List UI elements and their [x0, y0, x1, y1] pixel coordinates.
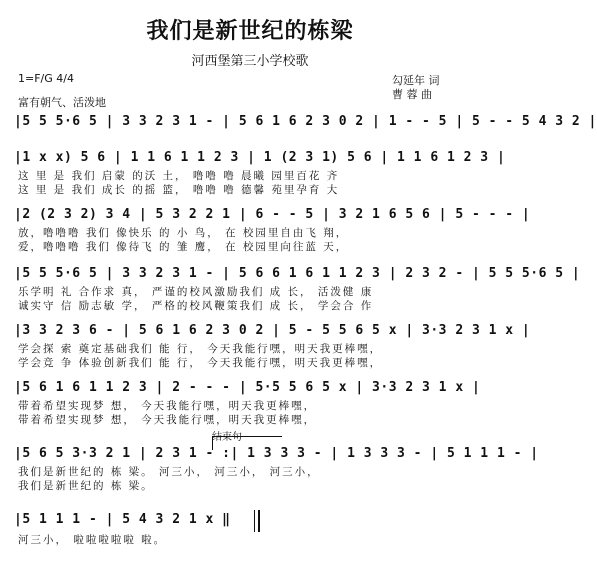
lyrics-line-5-verse-1: 学会探 索 奠定基础我们 能 行， 今天我能行嘿，明天我更棒嘿，: [18, 343, 383, 355]
lyrics-line-8-verse-1: 河三小， 啦啦啦啦啦 啦。: [18, 534, 167, 546]
lyrics-line-2-verse-2: 这 里 是 我们 成长 的摇 篮， 噜噜 噜 德馨 苑里孕育 大: [18, 184, 340, 196]
lyrics-line-6-verse-1: 带着希望实现梦 想， 今天我能行嘿，明天我更棒嘿，: [18, 400, 317, 412]
composer-credit: 曹 蓉 曲: [392, 88, 432, 101]
notation-line-7: |5 6 5 3·3 2 1 | 2 3 1 - :| 1 3 3 3 - | 1 3 3 3 - | 5 1 1 1 - |: [14, 446, 539, 461]
ending-label: 结束句: [212, 432, 242, 443]
lyrics-line-7-verse-2: 我们是新世纪的 栋 梁。: [18, 480, 154, 492]
lyrics-line-4-verse-1: 乐学明 礼 合作求 真， 严谨的校风激励我们 成 长， 活泼健 康: [18, 286, 374, 298]
notation-line-3: |2 (2 3 2) 3 4 | 5 3 2 2 1 | 6 - - 5 | 3 2 1 6 5 6 | 5 - - - |: [14, 207, 531, 222]
notation-line-1: |5 5 5·6 5 | 3 3 2 3 1 - | 5 6 1 6 2 3 0 2 | 1 - - 5 | 5 - - 5 4 3 2 |: [14, 114, 597, 129]
notation-line-5: |3 3 2 3 6 - | 5 6 1 6 2 3 0 2 | 5 - 5 5 6 5 x | 3·3 2 3 1 x |: [14, 323, 531, 338]
notation-line-2: |1 x x) 5 6 | 1 1 6 1 1 2 3 | 1 (2 3 1) 5 6 | 1 1 6 1 2 3 |: [14, 150, 506, 165]
lyrics-line-3-verse-2: 爱，噜噜噜 我们 像待飞 的 雏 鹰， 在 校园里向往蓝 天，: [18, 241, 349, 253]
lyrics-line-2-verse-1: 这 里 是 我们 启蒙 的沃 土， 噜噜 噜 晨曦 园里百花 齐: [18, 170, 340, 182]
notation-line-8: |5 1 1 1 - | 5 4 3 2 1 x ‖: [14, 512, 231, 527]
notation-line-6: |5 6 1 6 1 1 2 3 | 2 - - - | 5·5 5 6 5 x | 3·3 2 3 1 x |: [14, 380, 481, 395]
lyrics-line-4-verse-2: 诚实守 信 励志敏 学， 严格的校风鞭策我们 成 长， 学会合 作: [18, 300, 374, 312]
lyricist-credit: 勾延年 词: [392, 74, 440, 87]
ending-bracket: [212, 436, 282, 437]
song-subtitle: 河西堡第三小学校歌: [191, 54, 309, 69]
tempo-marking: 富有朝气、活泼地: [18, 96, 106, 109]
lyrics-line-3-verse-1: 放，噜噜噜 我们 像快乐 的 小 鸟， 在 校园里自由飞 翔，: [18, 227, 349, 239]
notation-line-4: |5 5 5·6 5 | 3 3 2 3 1 - | 5 6 6 1 6 1 1 2 3 | 2 3 2 - | 5 5 5·6 5 |: [14, 266, 581, 281]
final-barline: [254, 510, 260, 532]
lyrics-line-5-verse-2: 学会竞 争 体验创新我们 能 行， 今天我能行嘿，明天我更棒嘿，: [18, 357, 383, 369]
lyrics-line-6-verse-2: 带着希望实现梦 想， 今天我能行嘿，明天我更棒嘿，: [18, 414, 317, 426]
key-signature: 1=F/G 4/4: [18, 72, 74, 85]
lyrics-line-7-verse-1: 我们是新世纪的 栋 梁。 河三小， 河三小， 河三小，: [18, 466, 320, 478]
song-title: 我们是新世纪的栋梁: [146, 18, 354, 44]
